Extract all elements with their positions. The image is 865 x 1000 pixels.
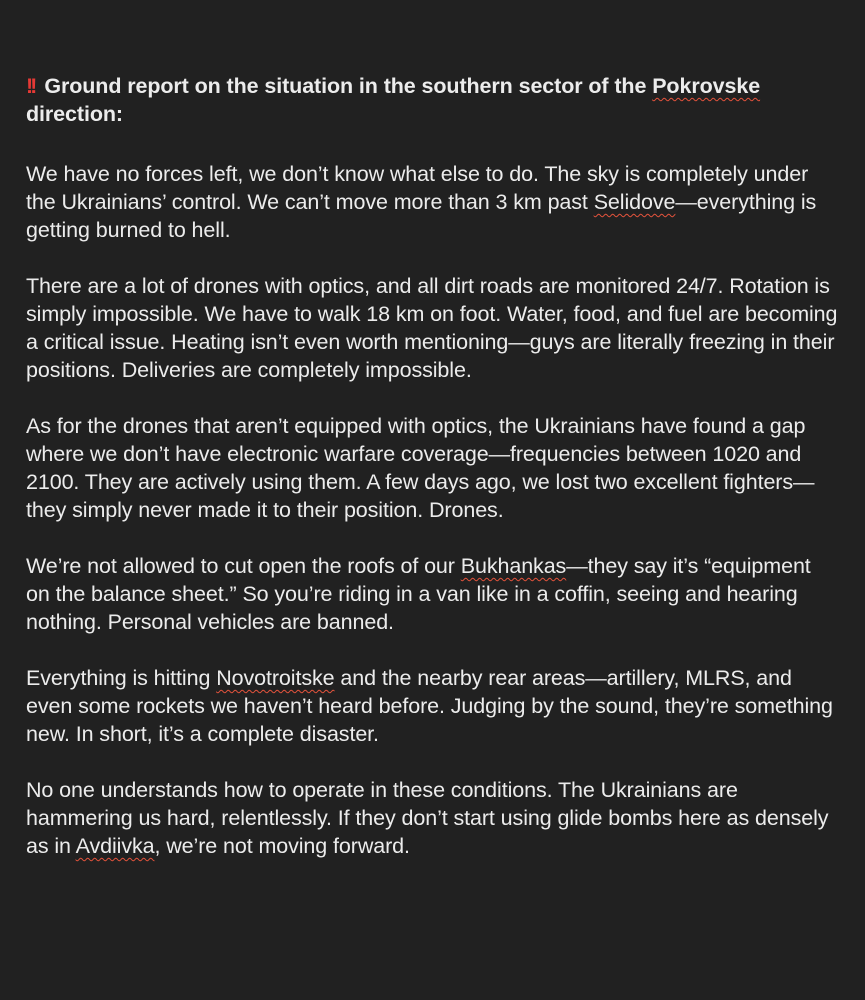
report-title xyxy=(26,72,839,128)
misspelled-word[interactable]: Novotroitske xyxy=(216,666,335,690)
paragraph-text: As for the drones that aren’t equipped with optics, the Ukrainians have found a gap where we don’t have electronic warfare coverage—frequencies between 1020 and 2100. They are actively using them. A few days ago, we lost two excellent fighters—they simply never made it to their position. Drones. xyxy=(26,414,815,522)
misspelled-word[interactable]: Pokrovske xyxy=(652,74,761,98)
paragraph-text: , we’re not moving forward. xyxy=(154,834,410,858)
paragraph-5 xyxy=(26,664,839,748)
title-text: Ground report on the situation in the southern sector of the xyxy=(44,74,647,98)
paragraph-text: —they say it’s “equipment on the balance sheet.” So you’re riding in a van like in a coffin, seeing and hearing nothing. Personal vehicles are banned. xyxy=(26,554,811,634)
misspelled-word[interactable]: Avdiivka xyxy=(75,834,155,858)
paragraph-6 xyxy=(26,776,839,860)
paragraph-text: and the nearby rear areas—artillery, MLRS, and even some rockets we haven’t heard before. Judging by the sound, they’re something new. In short, it’s a complete disaster. xyxy=(26,666,833,746)
paragraph-text: Everything is hitting xyxy=(26,666,211,690)
paragraph-text: —everything is getting burned to hell. xyxy=(26,190,817,242)
paragraph-2 xyxy=(26,272,839,384)
paragraph-3 xyxy=(26,412,839,524)
double-exclamation-icon: !! xyxy=(26,74,35,98)
title-text-end: direction: xyxy=(26,102,123,126)
paragraph-text: We have no forces left, we don’t know what else to do. The sky is completely under the Ukrainians’ control. We can’t move more than 3 km past xyxy=(26,162,809,214)
paragraph-text: There are a lot of drones with optics, and all dirt roads are monitored 24/7. Rotation is simply impossible. We have to walk 18 km on foot. Water, food, and fuel are becoming a critical issue. Heating isn’t even worth mentioning—guys are literally freezing in their positions. Deliveries are completely impossible. xyxy=(26,274,838,382)
paragraph-4 xyxy=(26,552,839,636)
misspelled-word[interactable]: Selidove xyxy=(593,190,676,214)
paragraph-text: We’re not allowed to cut open the roofs of our xyxy=(26,554,455,578)
paragraph-text: No one understands how to operate in these conditions. The Ukrainians are hammering us hard, relentlessly. If they don’t start using glide bombs here as densely as in xyxy=(26,778,829,858)
misspelled-word[interactable]: Bukhankas xyxy=(460,554,567,578)
paragraph-1 xyxy=(26,160,839,244)
